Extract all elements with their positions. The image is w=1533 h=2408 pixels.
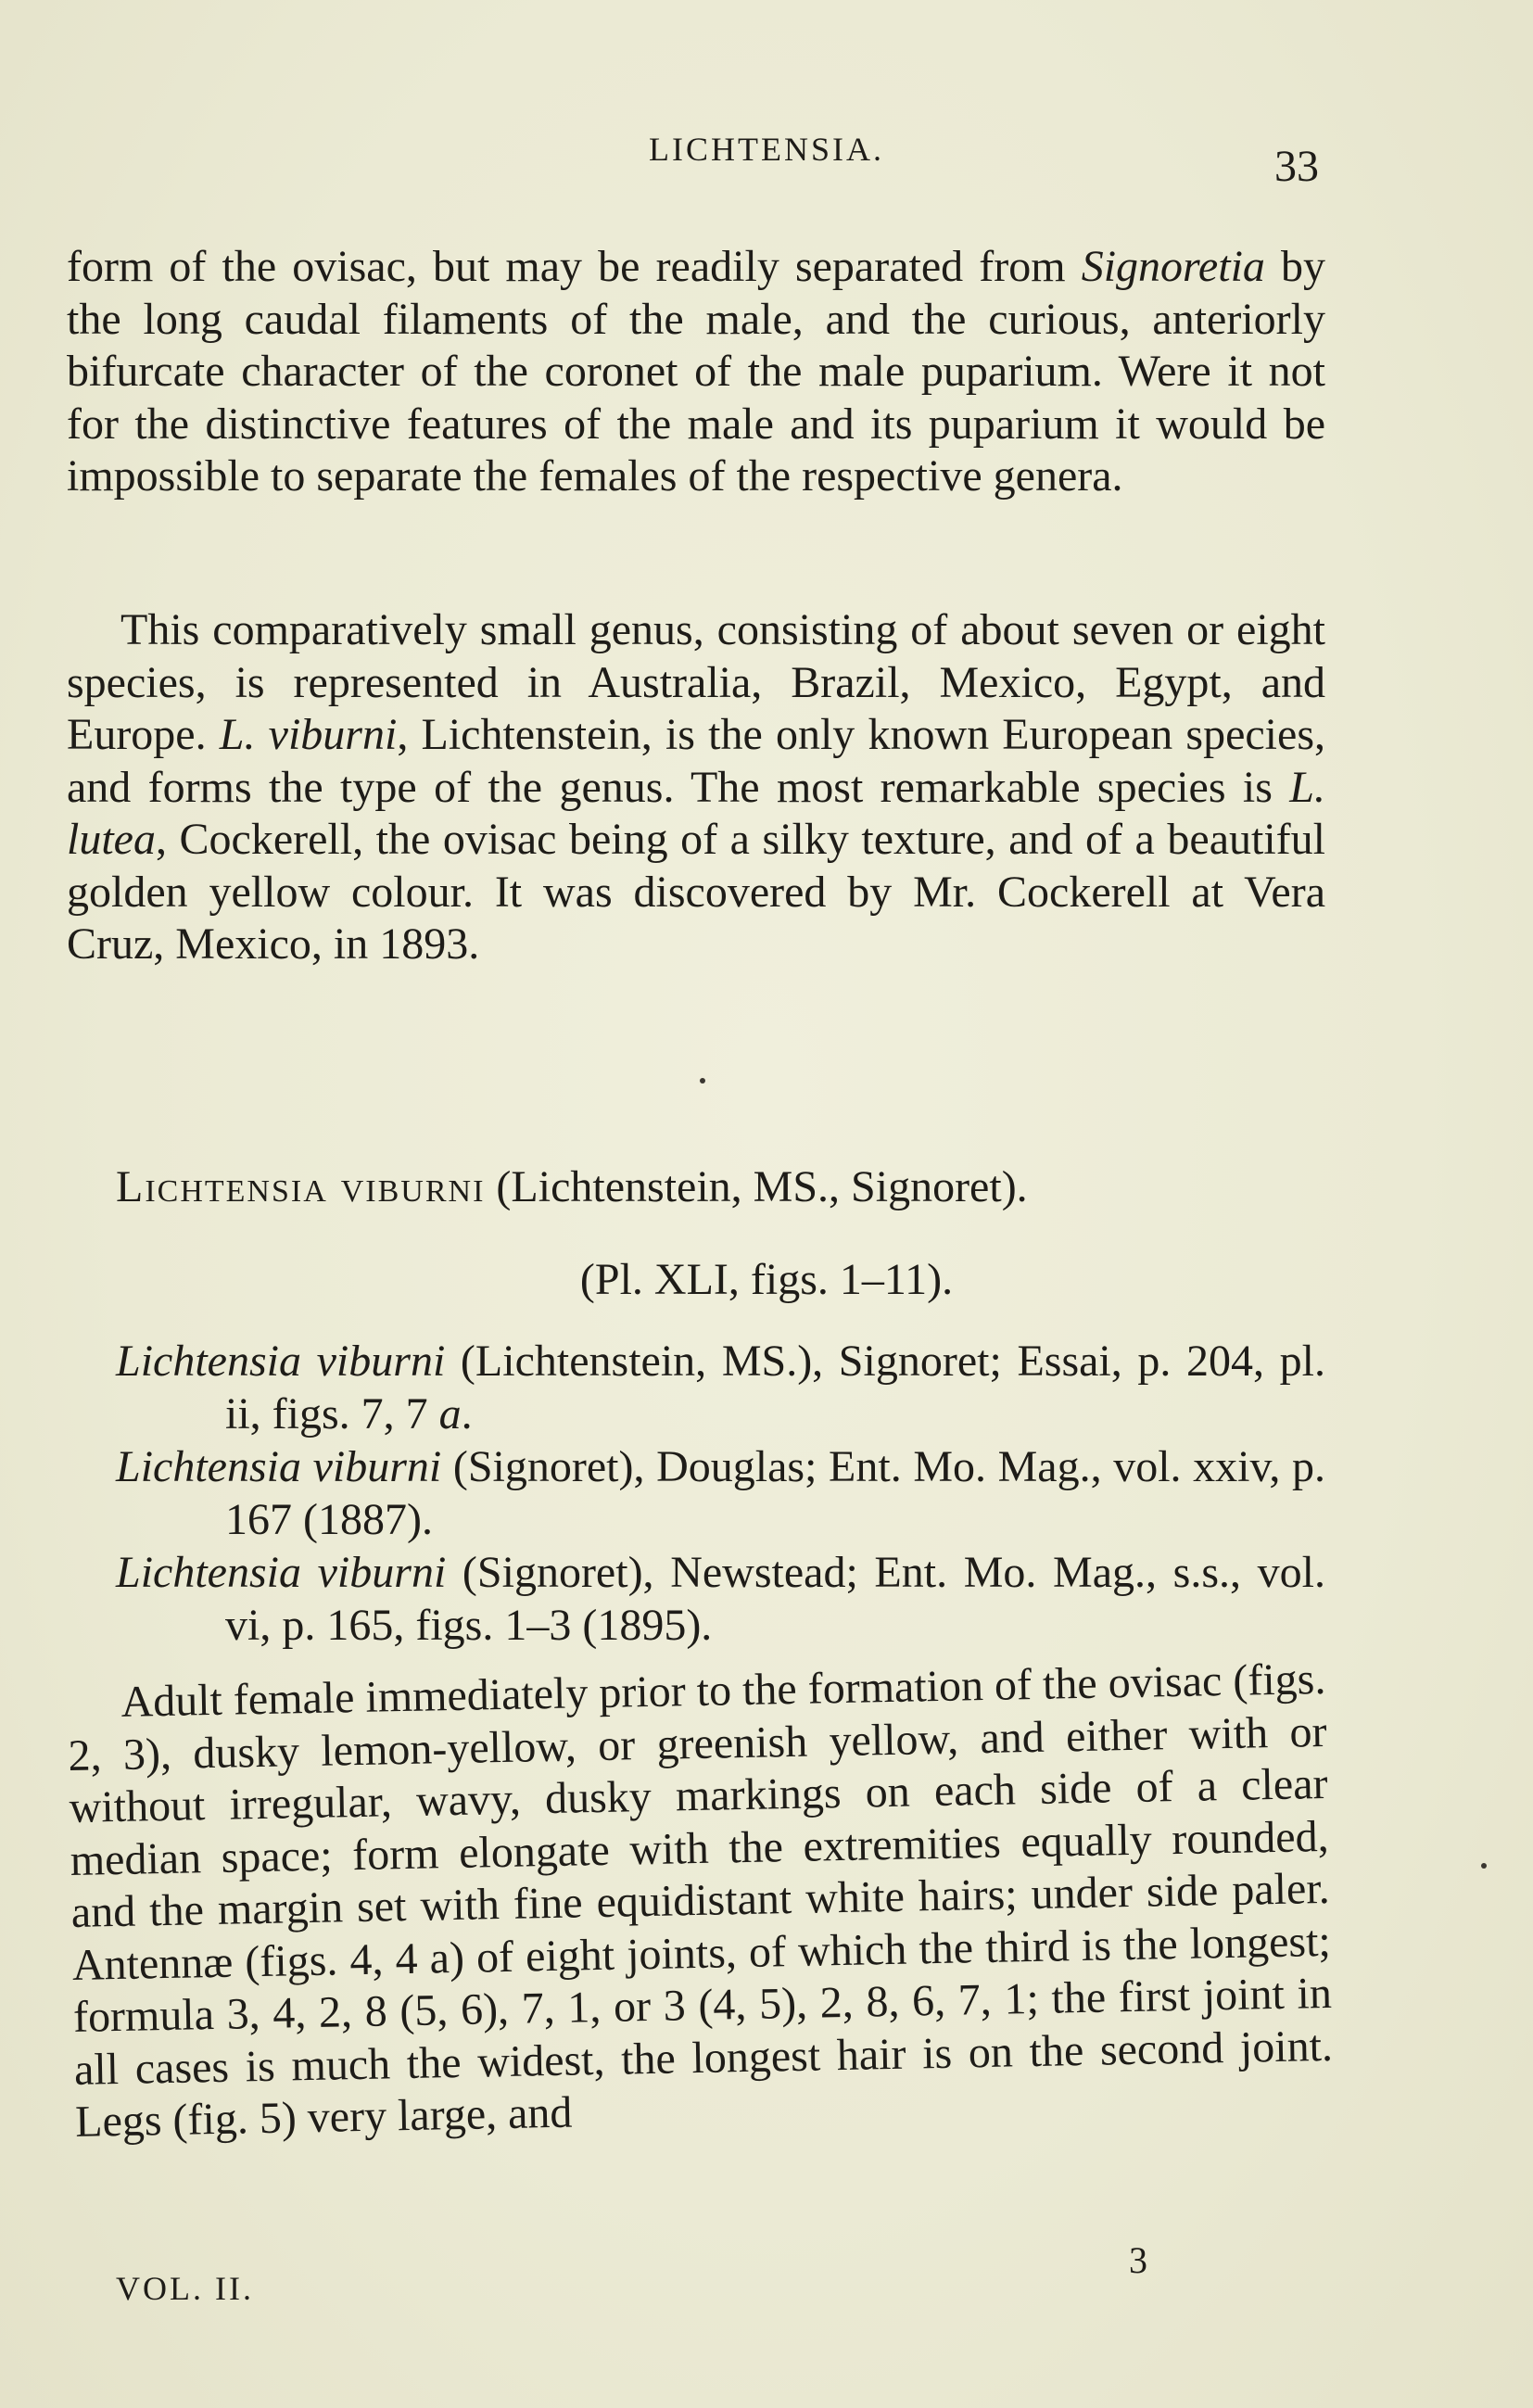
page-number: 33 — [1274, 142, 1319, 191]
citation-text: (Signoret), Douglas; Ent. Mo. Mag., vol. xxiv, p. 167 (1887). — [225, 1442, 1325, 1544]
paragraph-2-text-b: , Lichtenstein, is the only known European species, and forms the type of the genus. The most remarkable species is — [67, 710, 1326, 812]
paragraph-3: Adult female immediately prior to the formation of the ovisac (figs. 2, 3), dusky lemon-yellow, or greenish yellow, and either with or without irregular, wavy, dusky markings on each side of a clear median space; form elongate with the extremities equally rounded, and the margin set with fine equidistant white hairs; under side paler. Antennæ (figs. 4, 4 a) of eight joints, of which the third is the longest; formula 3, 4, 2, 8 (5, 6), 7, 1, or 3 (4, 5), 2, 8, 6, 7, 1; the first joint in all cases is much the widest, the longest hair is on the second joint. Legs (fig. 5) very large, and — [68, 1654, 1334, 2147]
paragraph-2-text-c: , Cockerell, the ovisac being of a silky texture, and of a beautiful golden yellow colour. It was discovered by Mr. Cockerell at Vera Cruz, Mexico, in 1893. — [67, 815, 1325, 969]
species-heading-authority: (Lichtenstein, MS., Signoret). — [485, 1162, 1028, 1211]
citation-item — [116, 1440, 1325, 1546]
citation-item — [116, 1546, 1325, 1652]
citation-species-name: Lichtensia viburni — [116, 1548, 447, 1597]
paper-speck — [1481, 1863, 1487, 1869]
plate-reference: (Pl. XLI, figs. 1–11). — [579, 1255, 954, 1304]
species-heading-name: Lichtensia viburni — [116, 1162, 486, 1211]
paper-speck — [700, 1078, 705, 1084]
citation-tail: . — [461, 1389, 473, 1438]
species-name-lutea: L. lutea — [67, 762, 1325, 864]
citation-text: (Lichtenstein, MS.), Signoret; Essai, p. 204, pl. ii, figs. 7, 7 — [225, 1337, 1326, 1438]
genus-name-signoretia: Signoretia — [1081, 242, 1265, 291]
species-heading — [116, 1161, 1321, 1212]
citation-text: (Signoret), Newstead; Ent. Mo. Mag., s.s., vol. vi, p. 165, figs. 1–3 (1895). — [225, 1548, 1326, 1650]
signature-mark: 3 — [1129, 2239, 1147, 2281]
paragraph-1-text-b: by the long caudal filaments of the male, and the curious, anteriorly bifurcate character of the coronet of the male puparium. Were it not for the distinctive features of the male and its puparium it would be impossible to separate the females of the respective genera. — [67, 242, 1326, 501]
citation-species-name: Lichtensia viburni — [116, 1337, 446, 1386]
paragraph-1-text-a: form of the ovisac, but may be readily separated from — [67, 242, 1082, 291]
paragraph-2-text-a: This comparatively small genus, consisting of about seven or eight species, is represented in Australia, Brazil, Mexico, Egypt, and Europe. — [67, 605, 1325, 759]
paragraph-1 — [67, 241, 1325, 503]
paragraph-2 — [67, 604, 1325, 971]
running-title: LICHTENSIA. — [649, 131, 884, 168]
citation-list — [116, 1335, 1325, 1652]
volume-footer: VOL. II. — [116, 2270, 254, 2307]
citation-item — [116, 1335, 1325, 1440]
species-name-viburni: L. viburni — [219, 710, 398, 759]
citation-species-name: Lichtensia viburni — [116, 1442, 442, 1491]
citation-figure-suffix: a — [438, 1389, 462, 1438]
